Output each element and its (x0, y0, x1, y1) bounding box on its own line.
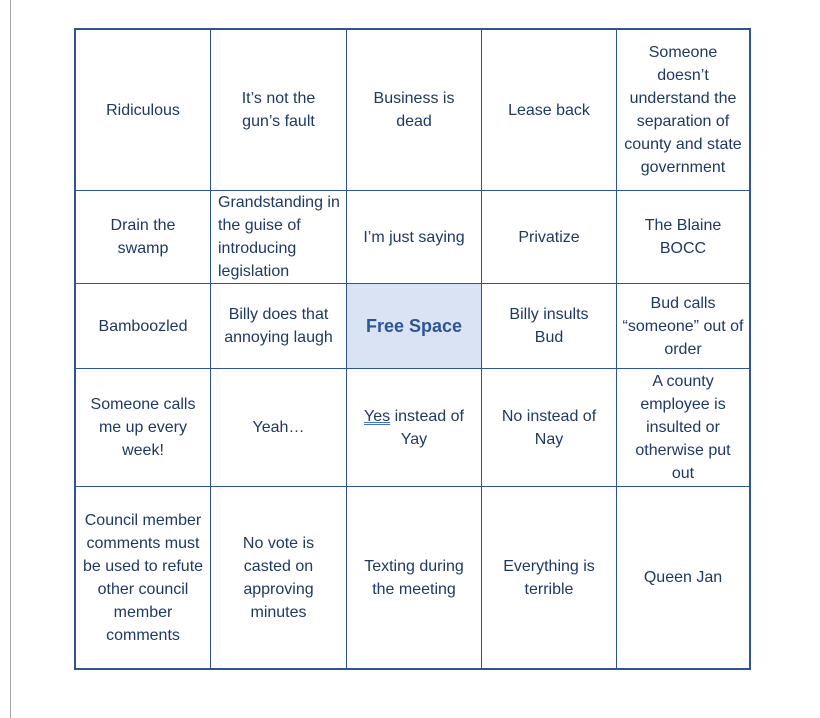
bingo-cell: The Blaine BOCC (617, 191, 749, 284)
bingo-cell: Yes instead of Yay (347, 369, 482, 487)
bingo-cell: Someone doesn’t understand the separation of county and state government (617, 30, 749, 191)
bingo-cell: Texting during the meeting (347, 487, 482, 668)
bingo-cell: A county employee is insulted or otherwise put out (617, 369, 749, 487)
bingo-cell: No instead of Nay (482, 369, 617, 487)
bingo-cell: Billy insults Bud (482, 284, 617, 369)
bingo-cell: Bamboozled (76, 284, 211, 369)
bingo-cell: Queen Jan (643, 569, 723, 586)
bingo-card-table (74, 28, 751, 670)
bingo-cell: Bud calls “someone” out of order (617, 284, 749, 369)
bingo-cell: I’m just saying (347, 191, 482, 284)
bingo-cell: Everything is terrible (482, 487, 617, 668)
bingo-cell: Grandstanding in the guise of introducing legislation (211, 191, 347, 284)
bingo-cell: Business is dead (347, 30, 482, 191)
bingo-cell: Billy does that annoying laugh (211, 284, 347, 369)
bingo-cell: Someone calls me up every week! (76, 369, 211, 487)
bingo-cell: No vote is casted on approving minutes (211, 487, 347, 668)
bingo-cell: Drain the swamp (76, 191, 211, 284)
yes-underlined-word: Yes (364, 407, 391, 425)
free-space-cell: Free Space (347, 284, 482, 369)
bingo-cell: It’s not the gun’s fault (211, 30, 347, 191)
bingo-cell: Lease back (482, 30, 617, 191)
bingo-cell: Privatize (482, 191, 617, 284)
bingo-cell: Council member comments must be used to refute other council member comments (76, 487, 211, 668)
bingo-cell: Yeah… (211, 369, 347, 487)
bingo-cell: Ridiculous (76, 30, 211, 191)
page-left-edge (10, 0, 11, 718)
